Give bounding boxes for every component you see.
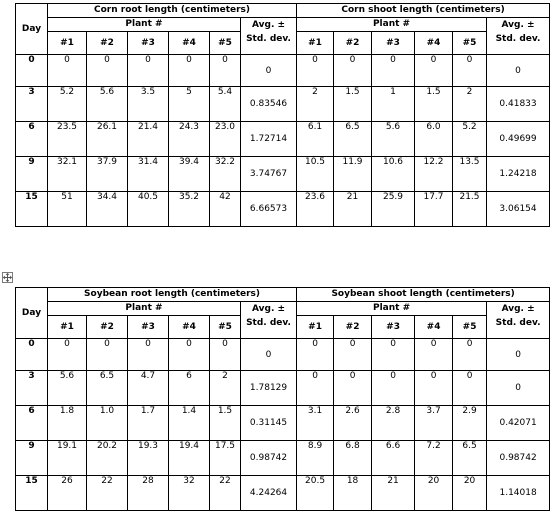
shoot-value-cell: 17.7	[415, 192, 453, 227]
root-value-cell: 40.5	[128, 192, 169, 227]
shoot-value-cell: 2	[297, 87, 334, 122]
shoot-value-cell: 6.0	[415, 122, 453, 157]
root-value-cell: 32.2	[210, 157, 241, 192]
shoot-value-cell: 0	[372, 371, 415, 406]
table-row	[16, 87, 550, 122]
root-value-cell: 26.1	[87, 122, 128, 157]
root-value-cell: 31.4	[128, 157, 169, 192]
shoot-value-cell: 0	[372, 55, 415, 87]
shoot-value-cell: 3.1	[297, 406, 334, 441]
root-plant-col-header: #4	[169, 316, 210, 339]
shoot-value-cell: 0	[297, 339, 334, 371]
root-value-cell: 5	[169, 87, 210, 122]
root-value-cell: 0	[169, 55, 210, 87]
root-value-cell: 32.1	[48, 157, 87, 192]
shoot-value-cell: 5.6	[372, 122, 415, 157]
root-value-cell: 21.4	[128, 122, 169, 157]
shoot-plant-col-header: #2	[334, 32, 372, 55]
root-value-cell: 0	[210, 55, 241, 87]
shoot-value-cell: 10.6	[372, 157, 415, 192]
root-plant-col-header: #5	[210, 316, 241, 339]
shoot-value-cell: 6.5	[453, 441, 487, 476]
day-cell: 3	[16, 87, 48, 122]
root-value-cell: 0	[210, 339, 241, 371]
root-value-cell: 2	[210, 371, 241, 406]
shoot-plant-header: Plant #	[297, 302, 487, 316]
root-table-title: Corn root length (centimeters)	[48, 4, 297, 18]
root-plant-col-header: #2	[87, 32, 128, 55]
shoot-value-cell: 0	[453, 371, 487, 406]
table-row	[16, 476, 550, 511]
root-value-cell: 0	[48, 339, 87, 371]
root-avg-cell: 0.31145	[241, 406, 297, 441]
shoot-value-cell: 0	[334, 339, 372, 371]
shoot-table-title: Soybean shoot length (centimeters)	[297, 288, 550, 302]
root-value-cell: 26	[48, 476, 87, 511]
root-value-cell: 35.2	[169, 192, 210, 227]
table-row	[16, 406, 550, 441]
day-header: Day	[16, 4, 48, 55]
shoot-value-cell: 0	[415, 371, 453, 406]
root-table-title: Soybean root length (centimeters)	[48, 288, 297, 302]
root-value-cell: 1.8	[48, 406, 87, 441]
root-avg-cell: 1.72714	[241, 122, 297, 157]
shoot-plant-header: Plant #	[297, 18, 487, 32]
shoot-plant-col-header: #5	[453, 316, 487, 339]
shoot-plant-col-header: #4	[415, 316, 453, 339]
shoot-avg-cell: 0.49699	[487, 122, 550, 157]
root-value-cell: 0	[87, 55, 128, 87]
root-avg-cell: 0	[241, 55, 297, 87]
root-value-cell: 1.4	[169, 406, 210, 441]
avg-header-line2: Std. dev.	[246, 34, 291, 44]
shoot-value-cell: 2.8	[372, 406, 415, 441]
shoot-avg-cell: 1.14018	[487, 476, 550, 511]
day-cell: 3	[16, 371, 48, 406]
root-plant-col-header: #4	[169, 32, 210, 55]
root-avg-cell: 0	[241, 339, 297, 371]
table2-grid	[15, 287, 550, 511]
avg-header-line2: Std. dev.	[495, 34, 541, 44]
shoot-value-cell: 2.9	[453, 406, 487, 441]
root-value-cell: 1.7	[128, 406, 169, 441]
root-avg-cell: 1.78129	[241, 371, 297, 406]
root-value-cell: 39.4	[169, 157, 210, 192]
shoot-value-cell: 2	[453, 87, 487, 122]
root-value-cell: 5.6	[48, 371, 87, 406]
avg-header-line1: Avg. ±	[501, 304, 535, 314]
shoot-value-cell: 13.5	[453, 157, 487, 192]
root-plant-header: Plant #	[48, 302, 241, 316]
shoot-value-cell: 0	[415, 339, 453, 371]
day-cell: 6	[16, 406, 48, 441]
root-value-cell: 6.5	[87, 371, 128, 406]
table1-grid	[15, 3, 550, 227]
root-plant-col-header: #3	[128, 316, 169, 339]
table-row	[16, 441, 550, 476]
shoot-value-cell: 0	[372, 339, 415, 371]
root-value-cell: 17.5	[210, 441, 241, 476]
root-value-cell: 0	[169, 339, 210, 371]
day-cell: 15	[16, 192, 48, 227]
root-plant-col-header: #3	[128, 32, 169, 55]
shoot-avg-cell: 1.24218	[487, 157, 550, 192]
root-value-cell: 23.0	[210, 122, 241, 157]
shoot-value-cell: 5.2	[453, 122, 487, 157]
shoot-value-cell: 18	[334, 476, 372, 511]
root-value-cell: 34.4	[87, 192, 128, 227]
root-avg-cell: 0.98742	[241, 441, 297, 476]
root-value-cell: 22	[210, 476, 241, 511]
shoot-avg-header	[487, 18, 550, 55]
shoot-plant-col-header: #1	[297, 32, 334, 55]
root-value-cell: 28	[128, 476, 169, 511]
root-avg-cell: 6.66573	[241, 192, 297, 227]
shoot-plant-col-header: #5	[453, 32, 487, 55]
shoot-value-cell: 6.6	[372, 441, 415, 476]
root-avg-header	[241, 18, 297, 55]
shoot-value-cell: 0	[334, 371, 372, 406]
root-value-cell: 1.5	[210, 406, 241, 441]
shoot-avg-cell: 0.98742	[487, 441, 550, 476]
avg-header-line1: Avg. ±	[252, 304, 286, 314]
shoot-value-cell: 23.6	[297, 192, 334, 227]
shoot-value-cell: 0	[297, 55, 334, 87]
shoot-value-cell: 2.6	[334, 406, 372, 441]
root-value-cell: 19.1	[48, 441, 87, 476]
day-cell: 0	[16, 55, 48, 87]
root-value-cell: 1.0	[87, 406, 128, 441]
root-value-cell: 5.2	[48, 87, 87, 122]
shoot-avg-cell: 0	[487, 55, 550, 87]
shoot-avg-cell: 0	[487, 339, 550, 371]
shoot-value-cell: 12.2	[415, 157, 453, 192]
root-value-cell: 23.5	[48, 122, 87, 157]
root-value-cell: 42	[210, 192, 241, 227]
table-row	[16, 122, 550, 157]
shoot-value-cell: 10.5	[297, 157, 334, 192]
root-value-cell: 0	[128, 339, 169, 371]
shoot-plant-col-header: #1	[297, 316, 334, 339]
avg-header-line2: Std. dev.	[495, 318, 541, 328]
shoot-value-cell: 21	[334, 192, 372, 227]
root-value-cell: 4.7	[128, 371, 169, 406]
table-row	[16, 157, 550, 192]
root-value-cell: 6	[169, 371, 210, 406]
shoot-value-cell: 1.5	[334, 87, 372, 122]
root-plant-col-header: #1	[48, 32, 87, 55]
day-cell: 6	[16, 122, 48, 157]
root-value-cell: 32	[169, 476, 210, 511]
table-row	[16, 339, 550, 371]
shoot-plant-col-header: #3	[372, 316, 415, 339]
day-cell: 0	[16, 339, 48, 371]
root-value-cell: 37.9	[87, 157, 128, 192]
shoot-value-cell: 0	[453, 55, 487, 87]
shoot-value-cell: 21	[372, 476, 415, 511]
root-value-cell: 19.4	[169, 441, 210, 476]
shoot-value-cell: 6.8	[334, 441, 372, 476]
root-value-cell: 51	[48, 192, 87, 227]
shoot-avg-cell: 0	[487, 371, 550, 406]
shoot-plant-col-header: #4	[415, 32, 453, 55]
shoot-value-cell: 0	[415, 55, 453, 87]
root-avg-cell: 0.83546	[241, 87, 297, 122]
shoot-value-cell: 1	[372, 87, 415, 122]
avg-header-line1: Avg. ±	[501, 20, 535, 30]
shoot-avg-cell: 0.42071	[487, 406, 550, 441]
shoot-value-cell: 11.9	[334, 157, 372, 192]
root-avg-cell: 4.24264	[241, 476, 297, 511]
shoot-value-cell: 20	[415, 476, 453, 511]
root-plant-col-header: #1	[48, 316, 87, 339]
shoot-value-cell: 20	[453, 476, 487, 511]
shoot-value-cell: 21.5	[453, 192, 487, 227]
root-value-cell: 24.3	[169, 122, 210, 157]
shoot-value-cell: 7.2	[415, 441, 453, 476]
shoot-value-cell: 1.5	[415, 87, 453, 122]
shoot-value-cell: 0	[297, 371, 334, 406]
root-value-cell: 19.3	[128, 441, 169, 476]
shoot-table-title: Corn shoot length (centimeters)	[297, 4, 550, 18]
root-value-cell: 3.5	[128, 87, 169, 122]
root-avg-header	[241, 302, 297, 339]
root-value-cell: 0	[128, 55, 169, 87]
avg-header-line2: Std. dev.	[246, 318, 291, 328]
table-row	[16, 55, 550, 87]
root-plant-col-header: #5	[210, 32, 241, 55]
shoot-avg-cell: 0.41833	[487, 87, 550, 122]
root-value-cell: 0	[48, 55, 87, 87]
root-plant-header: Plant #	[48, 18, 241, 32]
day-cell: 9	[16, 157, 48, 192]
root-plant-col-header: #2	[87, 316, 128, 339]
shoot-value-cell: 6.1	[297, 122, 334, 157]
avg-header-line1: Avg. ±	[251, 20, 286, 30]
root-avg-cell: 3.74767	[241, 157, 297, 192]
shoot-plant-col-header: #3	[372, 32, 415, 55]
table-move-handle-icon[interactable]	[2, 272, 13, 283]
shoot-value-cell: 6.5	[334, 122, 372, 157]
shoot-value-cell: 0	[453, 339, 487, 371]
root-value-cell: 5.4	[210, 87, 241, 122]
shoot-avg-header	[487, 302, 550, 339]
root-value-cell: 20.2	[87, 441, 128, 476]
shoot-plant-col-header: #2	[334, 316, 372, 339]
day-cell: 15	[16, 476, 48, 511]
shoot-avg-cell: 3.06154	[487, 192, 550, 227]
day-cell: 9	[16, 441, 48, 476]
root-value-cell: 0	[87, 339, 128, 371]
shoot-value-cell: 8.9	[297, 441, 334, 476]
root-value-cell: 22	[87, 476, 128, 511]
shoot-value-cell: 3.7	[415, 406, 453, 441]
shoot-value-cell: 0	[334, 55, 372, 87]
root-value-cell: 5.6	[87, 87, 128, 122]
table-row	[16, 192, 550, 227]
shoot-value-cell: 25.9	[372, 192, 415, 227]
table-row	[16, 371, 550, 406]
shoot-value-cell: 20.5	[297, 476, 334, 511]
day-header: Day	[16, 288, 48, 339]
